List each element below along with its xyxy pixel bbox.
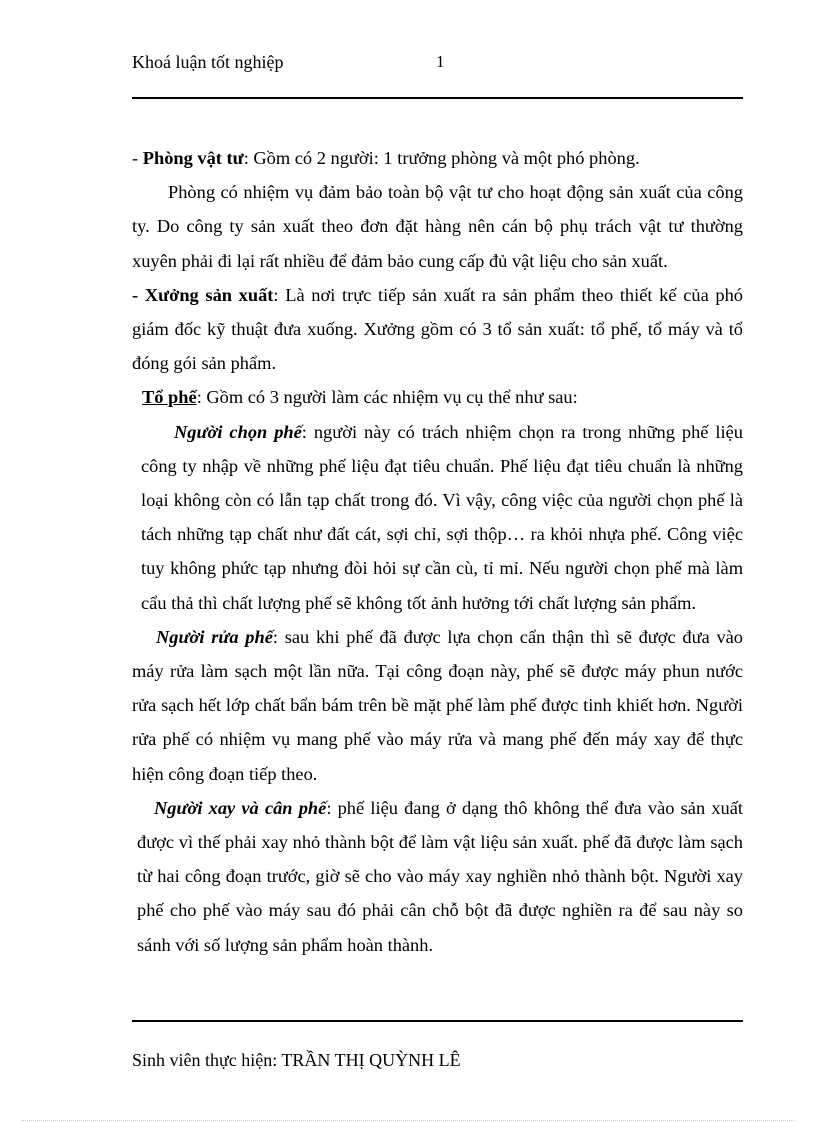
text-nguoi-rua-phe: : sau khi phế đã được lựa chọn cẩn thận thì sẽ được đưa vào máy rửa làm sạch một lần nữa. Tại công đoạn này, phế sẽ được máy phun nước rửa sạch hết lớp chất bẩn bám trên bề mặt phế làm phế được tinh khiết hơn. Người rửa phế có nhiệm vụ mang phế vào máy rửa và mang phế đến máy xay để thực hiện công đoạn tiếp theo.: [132, 626, 743, 784]
block-nguoi-chon-phe: [137, 415, 743, 620]
page-number: 1: [436, 52, 445, 71]
footer-author: Sinh viên thực hiện: TRẦN THỊ QUỲNH LÊ: [132, 1050, 461, 1070]
footer-rule: [132, 1020, 743, 1022]
paragraph-phong-vat-tu: - Phòng vật tư: Gồm có 2 người: 1 trưởng phòng và một phó phòng.: [132, 148, 640, 168]
text-phong-vat-tu: : Gồm có 2 người: 1 trưởng phòng và một phó phòng.: [243, 148, 640, 168]
label-nguoi-xay-phe: Người xay và cân phế: [154, 797, 327, 818]
paragraph-nguoi-chon-phe: [137, 415, 743, 620]
label-xuong-san-xuat: Xưởng sản xuất: [144, 284, 274, 305]
page-edge-dotted-line: [22, 1120, 794, 1121]
paragraph-xuong-san-xuat: - Xưởng sản xuất: Là nơi trực tiếp sản xuất ra sản phẩm theo thiết kế của phó giám đốc kỹ thuật đưa xuống. Xưởng gồm có 3 tổ sản xuất: tổ phế, tổ máy và tổ đóng gói sản phẩm.: [132, 284, 743, 374]
text-nguoi-chon-phe: : người này có trách nhiệm chọn ra trong những phế liệu công ty nhập về những phế liệu đạt tiêu chuẩn. Phế liệu đạt tiêu chuẩn là những loại không còn có lẫn tạp chất trong đó. Vì vậy, công việc của người chọn phế là tách những tạp chất như đất cát, sợi chỉ, sợi thộp… ra khỏi nhựa phế. Công việc tuy không phức tạp nhưng đòi hỏi sự cần cù, tỉ mỉ. Nếu người chọn phế mà làm cẩu thả thì chất lượng phế sẽ không tốt ảnh hưởng tới chất lượng sản phẩm.: [141, 421, 743, 613]
label-nguoi-rua-phe: Người rửa phế: [156, 626, 273, 647]
paragraph-to-phe: [132, 380, 743, 414]
paragraph-vat-tu-detail: Phòng có nhiệm vụ đảm bảo toàn bộ vật tư cho hoạt động sản xuất của công ty. Do công ty sản xuất theo đơn đặt hàng nên cán bộ phụ trách vật tư thường xuyên phải đi lại rất nhiều để đảm bảo cung cấp đủ vật liệu cho sản xuất.: [132, 182, 743, 271]
text-to-phe: : Gồm có 3 người làm các nhiệm vụ cụ thể như sau:: [196, 387, 578, 408]
header-rule: [132, 97, 743, 99]
label-nguoi-chon-phe: Người chọn phế: [174, 421, 302, 442]
header-title: Khoá luận tốt nghiệp: [132, 52, 284, 72]
paragraph-nguoi-rua-phe: [132, 620, 743, 791]
document-body: [132, 141, 743, 962]
label-phong-vat-tu: Phòng vật tư: [142, 148, 244, 168]
text-xuong-san-xuat: : Là nơi trực tiếp sản xuất ra sản phẩm theo thiết kế của phó giám đốc kỹ thuật đưa xuống. Xưởng gồm có 3 tổ sản xuất: tổ phế, tổ máy và tổ đóng gói sản phẩm.: [132, 284, 743, 374]
text-nguoi-xay-phe: : phế liệu đang ở dạng thô không thể đưa vào sản xuất được vì thế phải xay nhỏ thành bột để làm vật liệu sản xuất. phế đã được làm sạch từ hai công đoạn trước, giờ sẽ cho vào máy xay nghiền nhỏ thành bột. Người xay phế cho phế vào máy sau đó phải cân chỗ bột đã được nghiền ra để sau này so sánh với số lượng sản phẩm hoàn thành.: [137, 797, 744, 955]
paragraph-nguoi-xay-phe: [137, 791, 743, 962]
label-to-phe: Tổ phế: [142, 387, 197, 408]
block-nguoi-xay-phe: [137, 791, 743, 962]
